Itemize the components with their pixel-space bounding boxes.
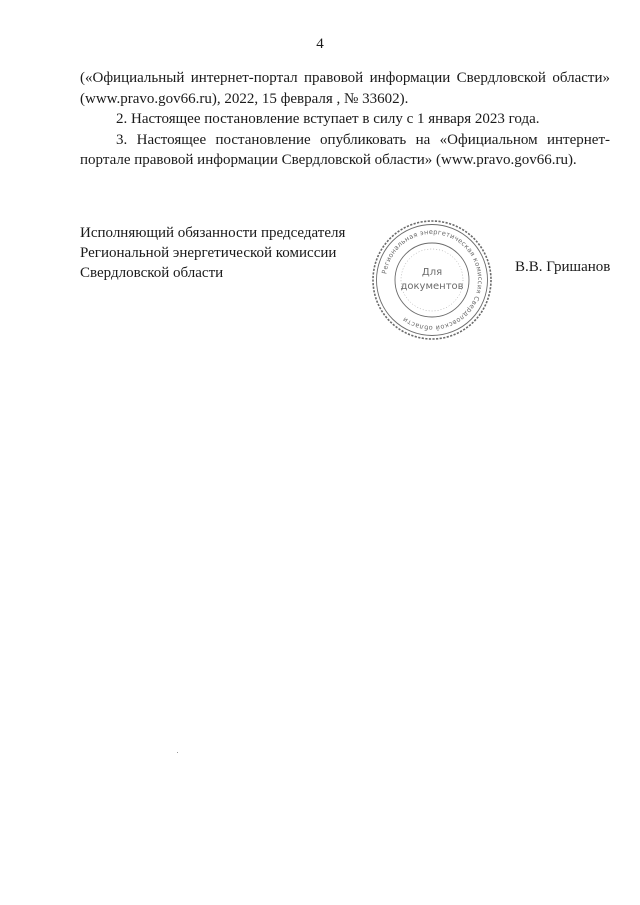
svg-text:Региональная энергетическая ко	[380, 228, 484, 332]
seal-center-line-2: документов	[400, 281, 464, 292]
signatory-title-line-1: Исполняющий обязанности председателя	[80, 225, 346, 241]
paragraph-item-3: 3. Настоящее постановление опубликовать на «Официальном интернет-портале правовой информации Свердловской области» (www.pravo.gov66.ru).	[80, 131, 610, 168]
official-seal-stamp	[370, 218, 494, 342]
signatory-title	[80, 223, 380, 283]
paragraph-continuation: («Официальный интернет-портал правовой информации Свердловской области» (www.pravo.gov66.ru), 2022, 15 февраля , № 33602).	[80, 70, 610, 107]
document-body	[80, 68, 610, 171]
paragraph-item-2: 2. Настоящее постановление вступает в силу с 1 января 2023 года.	[116, 111, 540, 127]
signatory-title-line-2: Региональной энергетической комиссии	[80, 245, 337, 261]
signatory-title-line-3: Свердловской области	[80, 265, 224, 281]
seal-center-line-1: Для	[421, 267, 443, 278]
page-number: 4	[316, 36, 324, 52]
seal-ring-text: Региональная энергетическая комиссия Свердловской области	[380, 227, 485, 333]
scan-artifact-dot	[177, 752, 178, 753]
signer-name: В.В. Гришанов	[515, 259, 611, 275]
seal-graphic	[370, 218, 494, 342]
